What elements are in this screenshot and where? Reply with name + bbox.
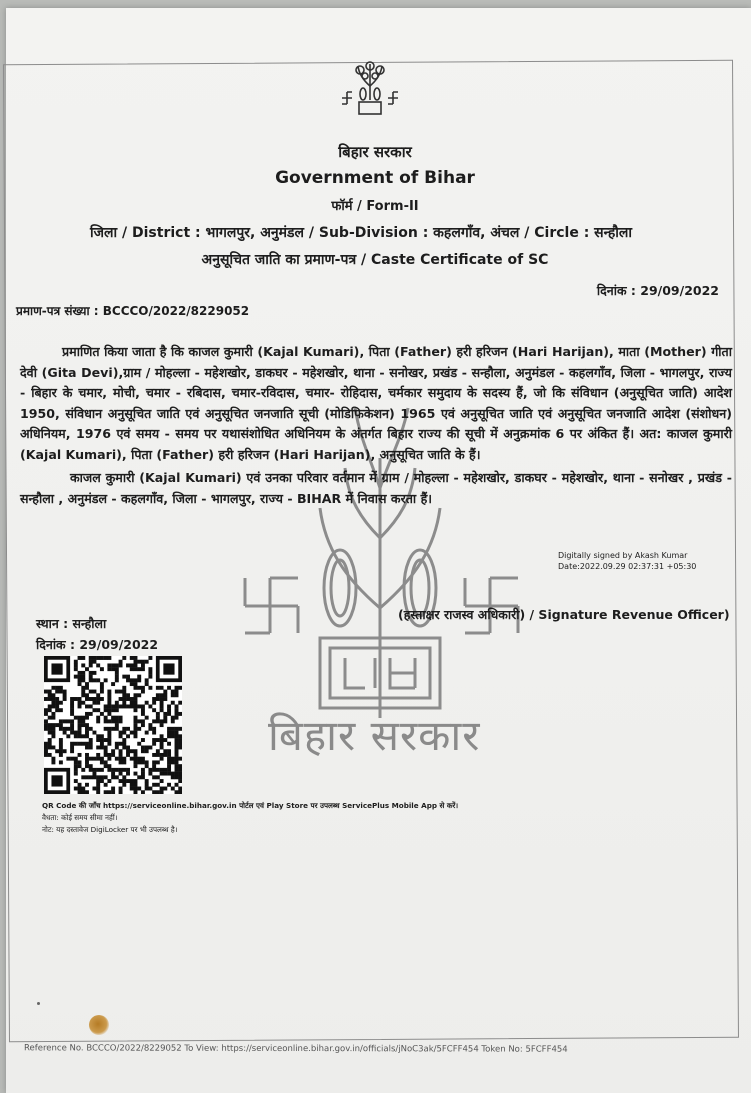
ink-dot — [37, 1002, 40, 1005]
qr-code-icon — [44, 656, 182, 794]
certificate-number: प्रमाण-पत्र संख्या : BCCCO/2022/8229052 — [16, 304, 250, 318]
district-line: जिला / District : भागलपुर, अनुमंडल / Sub-Division : कहलगाँव, अंचल / Circle : सन्हौला — [90, 225, 633, 241]
qr-verify-note: QR Code की जाँच https://serviceonline.bihar.gov.in पोर्टल एवं Play Store पर उपलब्ध ServicePlus Mobile App से करें। — [42, 801, 459, 810]
digital-signature-date: Date:2022.09.29 02:37:31 +05:30 — [558, 562, 697, 571]
hindi-government-title: बिहार सरकार — [338, 143, 412, 161]
form-label: फॉर्म / Form-II — [331, 199, 419, 214]
place-label: स्थान : सन्हौला — [36, 616, 107, 631]
certificate-page — [6, 8, 751, 1093]
government-title: Government of Bihar — [275, 168, 475, 188]
reference-footer: Reference No. BCCCO/2022/8229052 To View: https://serviceonline.bihar.gov.in/officials/jNoC3ak/5FCFF454 Token No: 5FCFF454 — [23, 1043, 568, 1055]
certificate-title: अनुसूचित जाति का प्रमाण-पत्र / Caste Certificate of SC — [201, 252, 549, 268]
validity-note: वैधता: कोई समय सीमा नहीं। — [42, 813, 118, 822]
certificate-paragraph-1: प्रमाणित किया जाता है कि काजल कुमारी (Kajal Kumari), पिता (Father) हरी हरिजन (Hari Harijan), माता (Mother) गीता देवी (Gita Devi),ग्राम / मोहल्ला - महेशखोर, डाकघर - महेशखोर, थाना - सनोखर, प्रखंड - सन्हौला, अनुमंडल - कहलगाँव, जिला - भागलपुर, राज्य - बिहार के चमार, मोची, चमार - रबिदास, चमार-रविदास, चमार- रोहिदास, चर्मकार समुदाय के सदस्य हैं, जो कि संविधान (अनुसूचित जाति) आदेश 1950, संविधान अनुसूचित जाति एवं अनुसूचित जनजाति सूची (मोडिफिकेशन) 1965 एवं अनुसूचित जाति एवं अनुसूचित जनजाति आदेश (संशोधन) अधिनियम, 1976 एवं समय - समय पर यथासंशोधित अधिनियम के अंतर्गत बिहार राज्य की सूची में अनुक्रमांक 6 पर अंकित हैं। अत: काजल कुमारी (Kajal Kumari), पिता (Father) हरी हरिजन (Hari Harijan), अनुसूचित जाति के हैं। — [20, 344, 732, 462]
certificate-paragraph-2: काजल कुमारी (Kajal Kumari) एवं उनका परिवार वर्तमान में ग्राम / मोहल्ला - महेशखोर, डाकघर - महेशखोर, थाना - सनोखर , प्रखंड - सन्हौला , अनुमंडल - कहलगाँव, जिला - भागलपुर, राज्य - BIHAR में निवास करता हैं। — [20, 470, 732, 506]
issue-date-bottom: दिनांक : 29/09/2022 — [36, 637, 159, 652]
signature-label: (हस्ताक्षर राजस्व अधिकारी) / Signature Revenue Officer) — [398, 607, 730, 622]
digilocker-note: नोट: यह दस्तावेज DigiLocker पर भी उपलब्ध है। — [42, 825, 178, 834]
watermark-text: बिहार सरकार — [268, 711, 481, 760]
digital-signature — [558, 550, 696, 572]
digital-signature-name: Digitally signed by Akash Kumar — [558, 551, 688, 560]
paper-stain — [89, 1015, 109, 1035]
bihar-emblem-icon — [339, 56, 401, 120]
issue-date-top: दिनांक : 29/09/2022 — [596, 283, 719, 298]
